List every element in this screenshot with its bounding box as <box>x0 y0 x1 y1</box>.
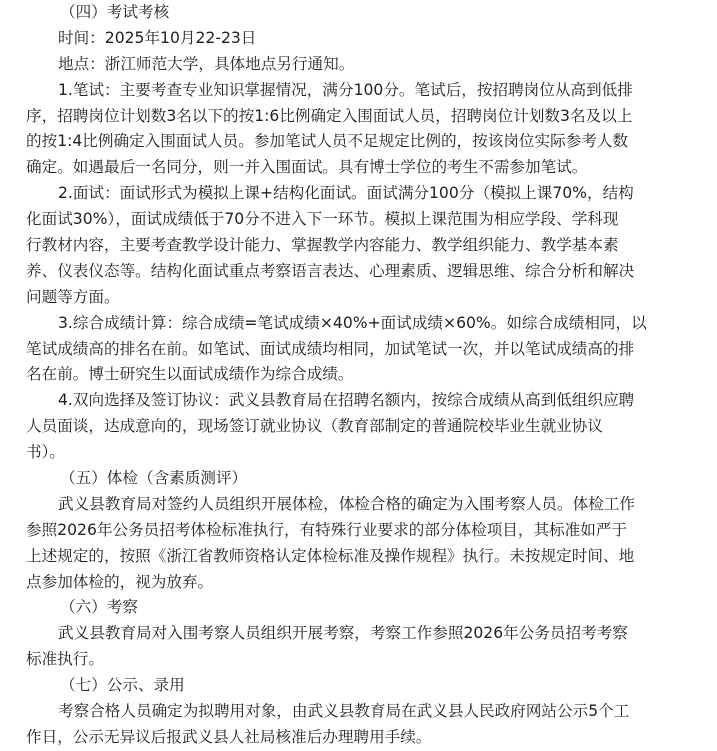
text-line: 作日，公示无异议后报武义县人社局核准后办理聘用手续。 <box>26 727 432 746</box>
text-line: 序，招聘岗位计划数3名以下的按1:6比例确定入围面试人员，招聘岗位计划数3名及以上 <box>26 106 633 125</box>
section-heading-6 <box>26 595 694 621</box>
written-exam-paragraph-line <box>26 78 694 104</box>
medical-paragraph-line <box>26 518 694 544</box>
text-line: （七）公示、录用 <box>60 676 185 695</box>
written-exam-paragraph-line <box>26 104 694 130</box>
medical-paragraph-line <box>26 570 694 596</box>
text-line: 名在前。博士研究生以面试成绩作为综合成绩。 <box>26 365 354 384</box>
text-line: 确定。如遇最后一名同分，则一并入围面试。具有博士学位的考生不需参加笔试。 <box>26 158 588 177</box>
text-line: 上述规定的，按照《浙江省教师资格认定体检标准及操作规程》执行。未按规定时间、地 <box>26 546 635 565</box>
score-calc-paragraph-line <box>26 362 694 388</box>
interview-paragraph-line <box>26 233 694 259</box>
exam-location <box>26 52 694 78</box>
text-line: （六）考察 <box>60 598 138 617</box>
section-heading-7 <box>26 673 694 699</box>
text-line: 地点：浙江师范大学，具体地点另行通知。 <box>58 54 355 73</box>
score-calc-paragraph-line <box>26 311 694 337</box>
text-line: 1.笔试：主要考查专业知识掌握情况，满分100分。笔试后，按招聘岗位从高到低排 <box>58 80 633 99</box>
inspection-paragraph-line <box>26 621 694 647</box>
exam-time <box>26 26 694 52</box>
text-line: 的按1:4比例确定入围面试人员。参加笔试人员不足规定比例的，按该岗位实际参考人数 <box>26 132 629 151</box>
interview-paragraph-line <box>26 207 694 233</box>
text-line: 4.双向选择及签订协议：武义县教育局在招聘名额内，按综合成绩从高到低组织应聘 <box>58 391 635 410</box>
text-line: 点参加体检的，视为放弃。 <box>26 572 214 591</box>
text-line: 武义县教育局对入围考察人员组织开展考察，考察工作参照2026年公务员招考考察 <box>58 624 628 643</box>
written-exam-paragraph-line <box>26 129 694 155</box>
text-line: （五）体检（含素质测评） <box>60 469 248 488</box>
text-line: 问题等方面。 <box>26 287 120 306</box>
text-line: 行教材内容，主要考查教学设计能力、掌握教学内容能力、教学组织能力、教学基本素 <box>26 236 619 255</box>
section-heading-4 <box>26 0 694 26</box>
interview-paragraph-line <box>26 259 694 285</box>
medical-paragraph-line <box>26 492 694 518</box>
agreement-paragraph-line <box>26 414 694 440</box>
text-line: 人员面谈，达成意向的，现场签订就业协议（教育部制定的普通院校毕业生就业协议 <box>26 417 603 436</box>
medical-paragraph-line <box>26 544 694 570</box>
publicity-paragraph-line <box>26 725 694 751</box>
agreement-paragraph-line <box>26 388 694 414</box>
text-line: 考察合格人员确定为拟聘用对象，由武义县教育局在武义县人民政府网站公示5个工 <box>58 702 630 721</box>
interview-paragraph-line <box>26 181 694 207</box>
text-line: 时间：2025年10月22-23日 <box>58 28 257 47</box>
text-line: 笔试成绩高的排名在前。如笔试、面试成绩均相同，加试笔试一次，并以笔试成绩高的排 <box>26 339 635 358</box>
text-line: （四）考试考核 <box>60 3 170 21</box>
text-line: 2.面试：面试形式为模拟上课+结构化面试。面试满分100分（模拟上课70%，结构 <box>58 184 634 203</box>
text-line: 3.综合成绩计算：综合成绩=笔试成绩×40%+面试成绩×60%。如综合成绩相同，以 <box>58 313 647 332</box>
score-calc-paragraph-line <box>26 337 694 363</box>
text-line: 武义县教育局对签约人员组织开展体检，体检合格的确定为入围考察人员。体检工作 <box>58 494 635 513</box>
inspection-paragraph-line <box>26 647 694 673</box>
written-exam-paragraph-line <box>26 155 694 181</box>
section-heading-5 <box>26 466 694 492</box>
document-body <box>26 0 694 751</box>
text-line: 标准执行。 <box>26 650 104 669</box>
text-line: 化面试30%），面试成绩低于70分不进入下一环节。模拟上课范围为相应学段、学科现 <box>26 210 619 229</box>
text-line: 参照2026年公务员招考体检标准执行，有特殊行业要求的部分体检项目，其标准如严于 <box>26 520 628 539</box>
text-line: 养、仪表仪态等。结构化面试重点考察语言表达、心理素质、逻辑思维、综合分析和解决 <box>26 261 635 280</box>
agreement-paragraph-line <box>26 440 694 466</box>
interview-paragraph-line <box>26 285 694 311</box>
publicity-paragraph-line <box>26 699 694 725</box>
text-line: 书）。 <box>26 443 65 462</box>
